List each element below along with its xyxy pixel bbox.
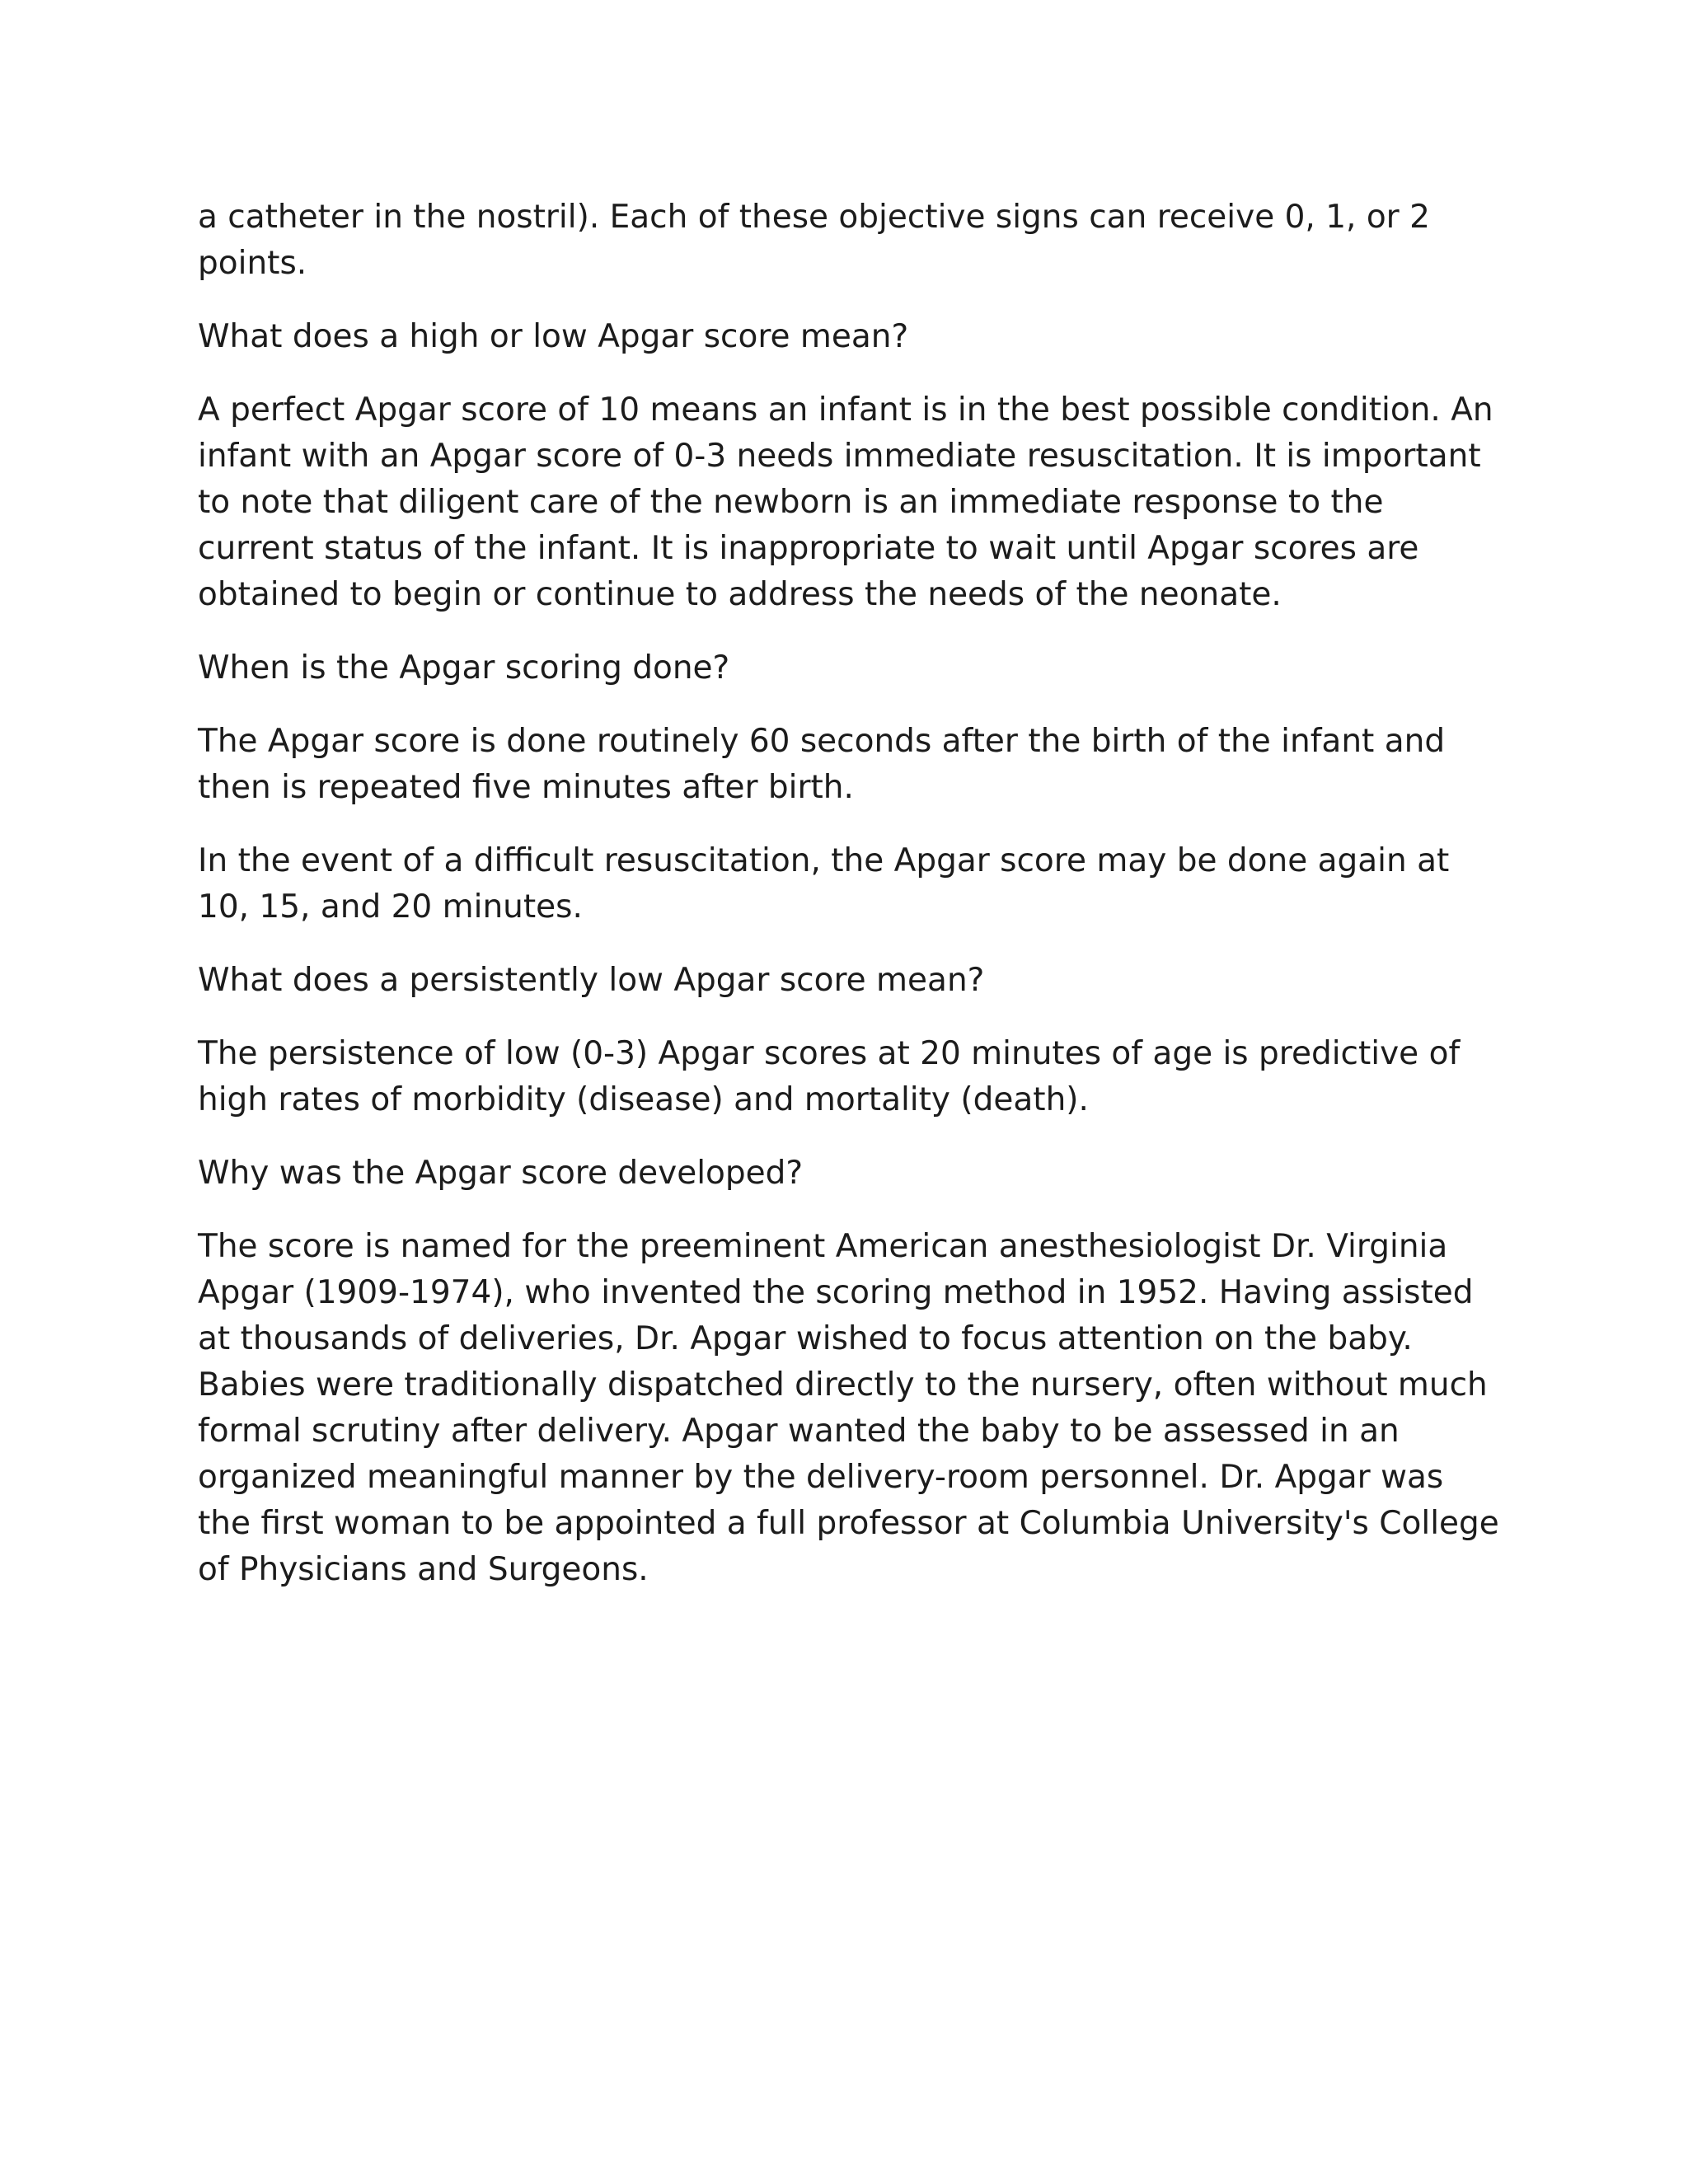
question-heading-when: When is the Apgar scoring done? [198, 649, 730, 687]
paragraph-difficult-resuscitation: In the event of a difficult resuscitation, the Apgar score may be done again at 10, 15, and 20 minutes. [198, 842, 1450, 926]
question-heading-why-developed: Why was the Apgar score developed? [198, 1155, 804, 1192]
paragraph-persistence: The persistence of low (0-3) Apgar scores at 20 minutes of age is predictive of high rates of morbidity (disease) and mortality (death). [198, 1035, 1461, 1118]
document-body [198, 194, 1500, 1620]
question-heading-high-low: What does a high or low Apgar score mean? [198, 318, 909, 355]
paragraph-timing: The Apgar score is done routinely 60 seconds after the birth of the infant and then is repeated five minutes after birth. [198, 723, 1446, 806]
paragraph-continuation: a catheter in the nostril). Each of these objective signs can receive 0, 1, or 2 points. [198, 199, 1430, 282]
paragraph-score-meaning: A perfect Apgar score of 10 means an infant is in the best possible condition. An infant with an Apgar score of 0-3 needs immediate resuscitation. It is important to note that diligent care of the newborn is an immediate response to the current status of the infant. It is inappropriate to wait until Apgar scores are obtained to begin or continue to address the needs of the neonate. [198, 391, 1493, 613]
question-heading-persistent-low: What does a persistently low Apgar score mean? [198, 962, 985, 999]
paragraph-history: The score is named for the preeminent American anesthesiologist Dr. Virginia Apgar (1909-1974), who invented the scoring method in 1952. Having assisted at thousands of deliveries, Dr. Apgar wished to focus attention on the baby. Babies were traditionally dispatched directly to the nursery, often without much formal scrutiny after delivery. Apgar wanted the baby to be assessed in an organized meaningful manner by the delivery-room personnel. Dr. Apgar was the first woman to be appointed a full professor at Columbia University's College of Physicians and Surgeons. [198, 1228, 1499, 1588]
